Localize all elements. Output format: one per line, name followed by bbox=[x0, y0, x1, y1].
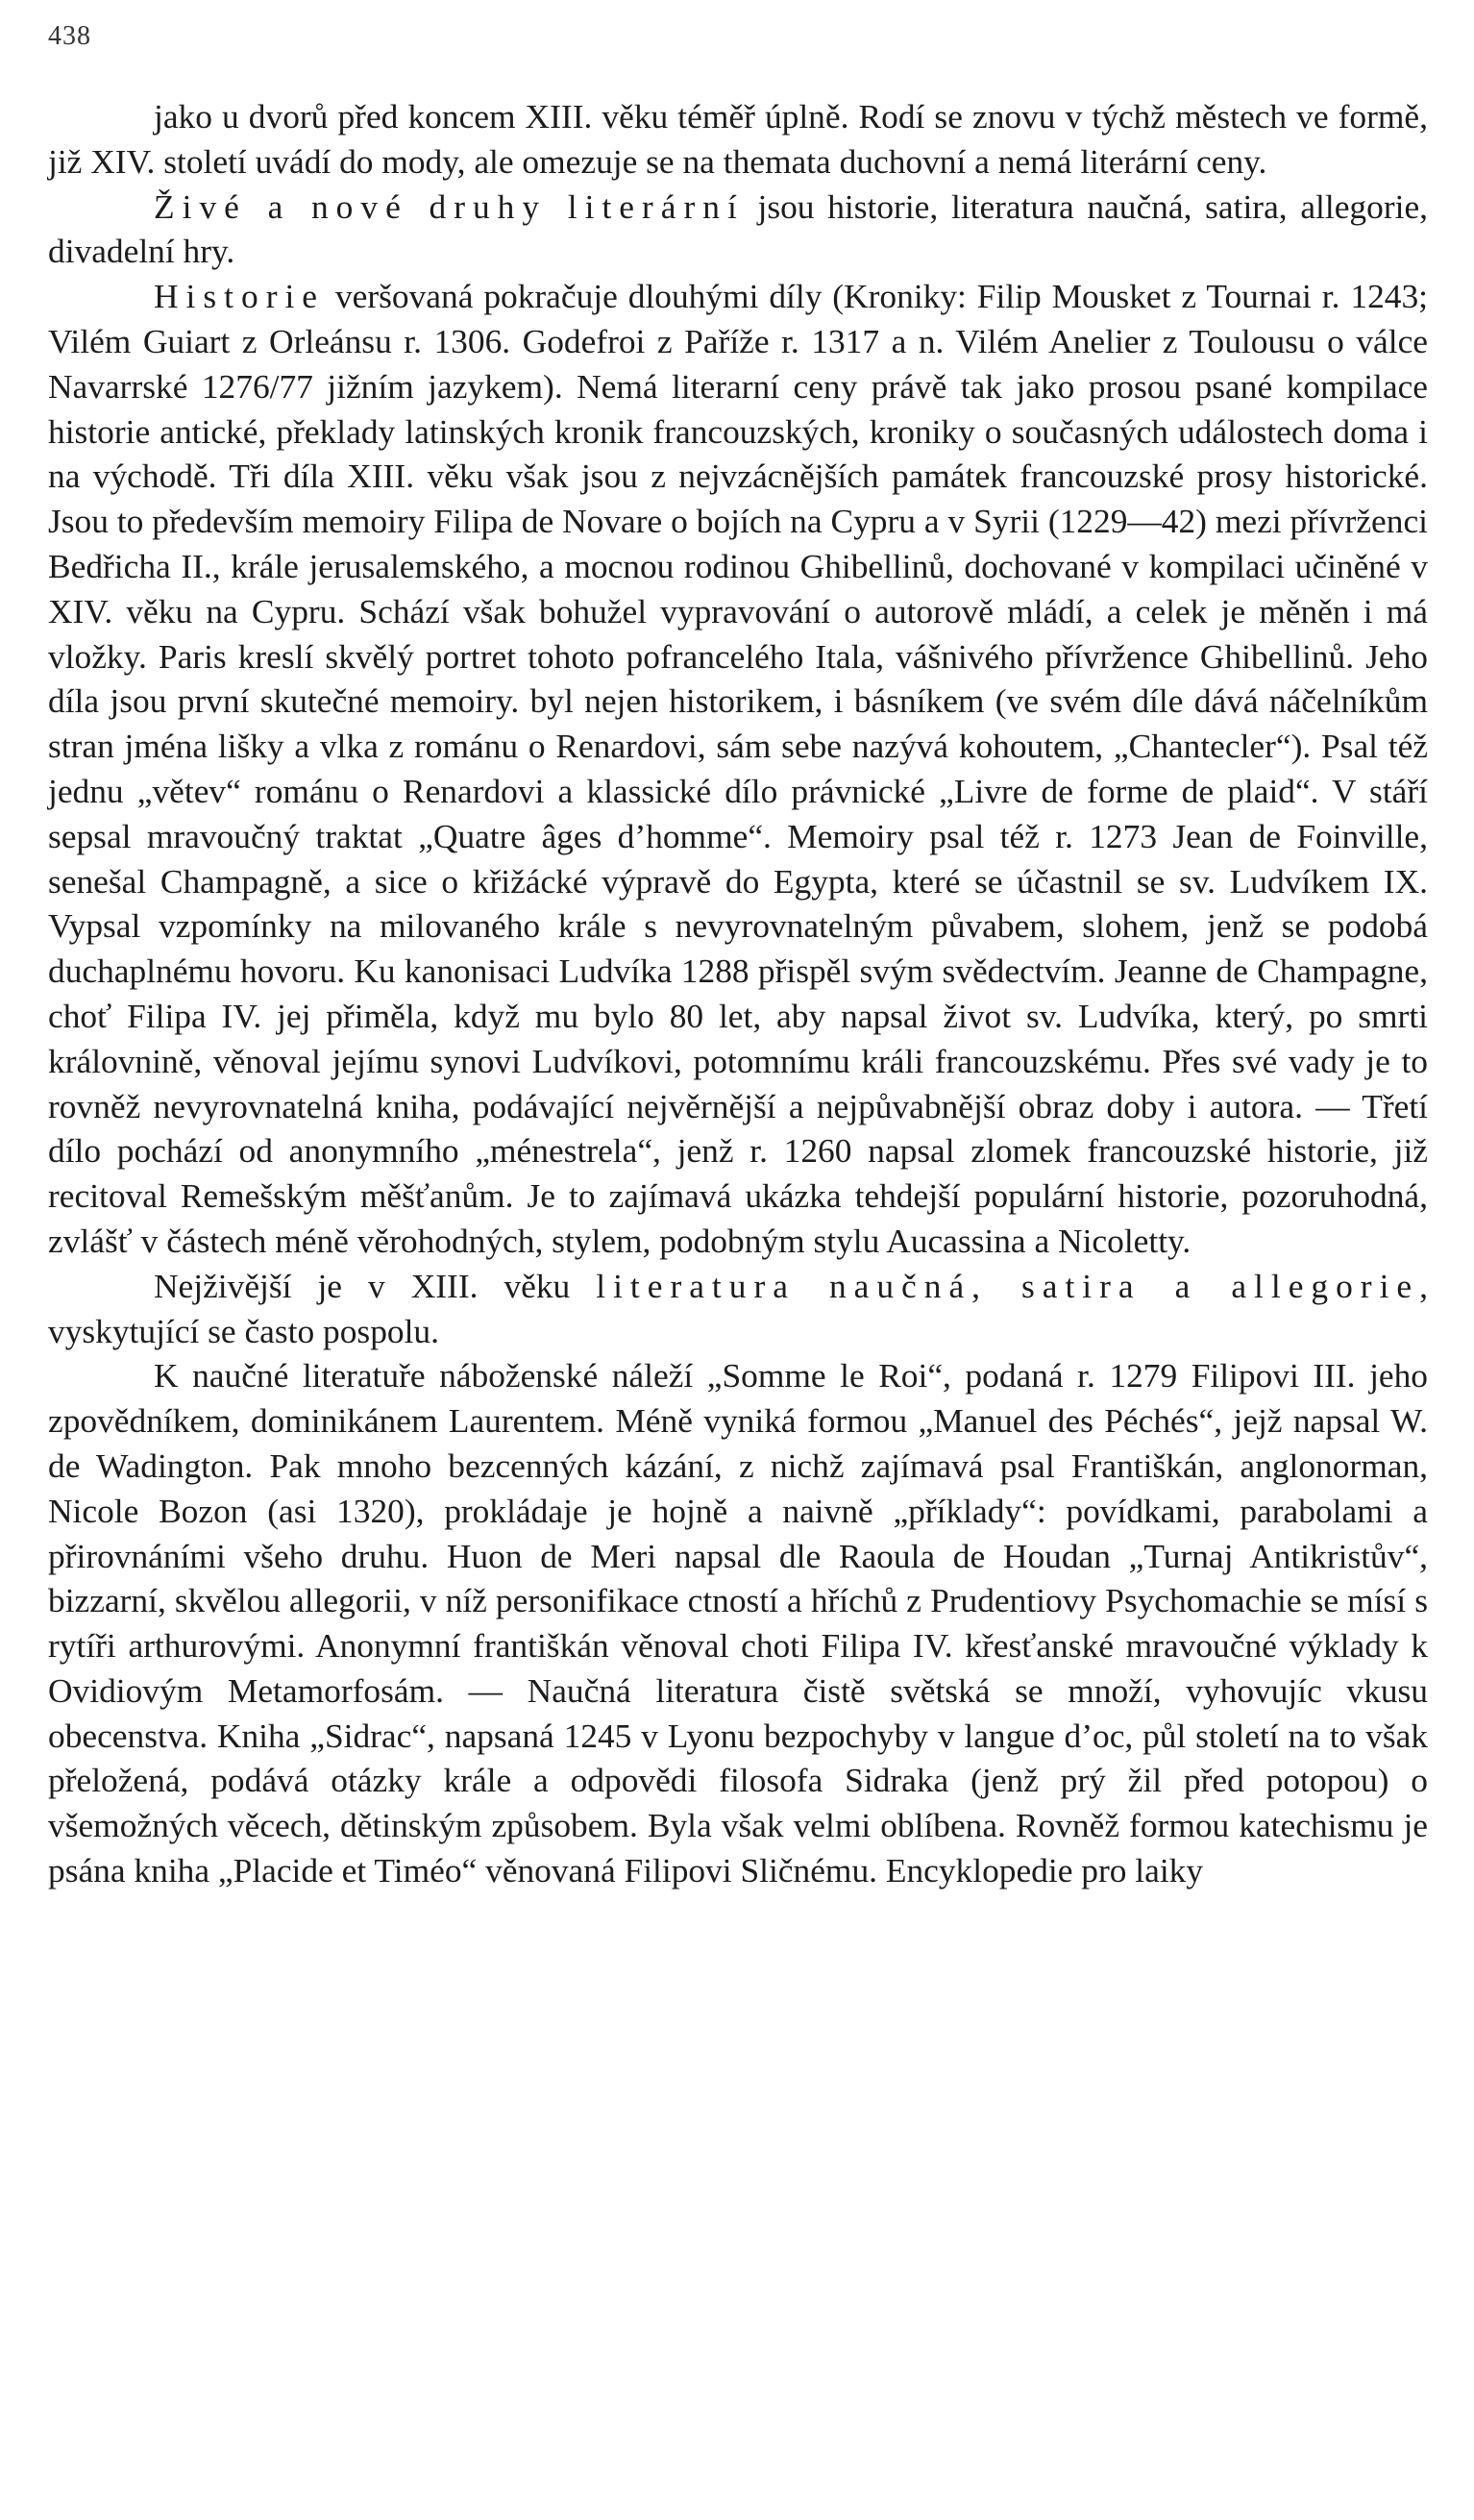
paragraph bbox=[48, 185, 1428, 275]
paragraph bbox=[48, 1264, 1428, 1354]
text-run: K naučné literatuře náboženské náleží „Somme le Roi“, podaná r. 1279 Filipovi III. jeho zpovědníkem, dominikánem Laurentem. Méně vyniká formou „Manuel des Péchés“, jejž napsal W. de Wadington. Pak mnoho bezcenných kázání, z nichž zajímavá psal Františkán, anglonorman, Nicole Bozon (asi 1320), prokládaje je hojně a naivně „příklady“: povídkami, parabolami a přirovnáními všeho druhu. Huon de Meri napsal dle Raoula de Houdan „Turnaj Antikristův“, bizzarní, skvělou allegorii, v níž personifikace ctností a hříchů z Prudentiovy Psychomachie se mísí s rytíři arthurovými. Anonymní františkán věnoval choti Filipa IV. křesťanské mravoučné výklady k Ovidiovým Metamorfosám. — Naučná literatura čistě světská se množí, vyhovujíc vkusu obecenstva. Kniha „Sidrac“, napsaná 1245 v Lyonu bezpochyby v langue d’oc, půl století na to však přeložená, podává otázky krále a odpovědi filosofa Sidraka (jenž prý žil před potopou) o všemožných věcech, dětinským způsobem. Byla však velmi oblíbena. Rovněž formou katechismu je psána kniha „Placide et Timéo“ věnovaná Filipovi Sličnému. Encyklopedie pro laiky bbox=[48, 1356, 1428, 1890]
page-number: 438 bbox=[48, 21, 91, 51]
paragraph bbox=[48, 94, 1428, 185]
text-run: veršovaná pokračuje dlouhými díly (Kroniky: Filip Mousket z Tournai r. 1243; Vilém Guiart z Orleánsu r. 1306. Godefroi z Paříže r. 1317 a n. Vilém Anelier z Toulousu o válce Navarrské 1276/77 jižním jazykem). Nemá literarní ceny právě tak jako prosou psané kompilace historie antické, překlady latinských kronik francouzských, kroniky o současných událostech doma i na východě. Tři díla XIII. věku však jsou z nejvzácnějších památek francouzské prosy historické. Jsou to především memoiry Filipa de Novare o bojích na Cypru a v Syrii (1229—42) mezi přívrženci Bedřicha II., krále jerusalemského, a mocnou rodinou Ghibellinů, dochované v kompilaci učiněné v XIV. věku na Cypru. Schází však bohužel vypravování o autorově mládí, a celek je měněn i má vložky. Paris kreslí skvělý portret tohoto pofrancelého Itala, vášnivého přívržence Ghibellinů. Jeho díla jsou první skutečné memoiry. byl nejen historikem, i básníkem (ve svém díle dává náčelníkům stran jména lišky a vlka z románu o Renardovi, sám sebe nazývá kohoutem, „Chantecler“). Psal též jednu „větev“ románu o Renardovi a klassické dílo právnické „Livre de forme de plaid“. V stáří sepsal mravoučný traktat „Quatre âges d’homme“. Memoiry psal též r. 1273 Jean de Foinville, senešal Champagně, a sice o křižácké výpravě do Egypta, které se účastnil se sv. Ludvíkem IX. Vypsal vzpomínky na milovaného krále s nevyrovnatelným půvabem, slohem, jenž se podobá duchaplnému hovoru. Ku kanonisaci Ludvíka 1288 přispěl svým svědectvím. Jeanne de Champagne, choť Filipa IV. jej přiměla, když mu bylo 80 let, aby napsal život sv. Ludvíka, který, po smrti královnině, věnoval jejímu synovi Ludvíkovi, potomnímu králi francouzskému. Přes své vady je to rovněž nevyrovnatelná kniha, podávající nejvěrnější a nejpůvabnější obraz doby i autora. — Třetí dílo pochází od anonymního „ménestrela“, jenž r. 1260 napsal zlomek francouzské historie, již recitoval Remešským měšťanům. Je to zajímavá ukázka tehdejší populární historie, pozoruhodná, zvlášť v částech méně věrohodných, stylem, podobným stylu Aucassina a Nicoletty. bbox=[48, 277, 1428, 1260]
paragraph bbox=[48, 1353, 1428, 1893]
paragraph bbox=[48, 274, 1428, 1264]
text-run: Nejživější je v XIII. věku bbox=[154, 1266, 597, 1305]
spaced-emphasis: Historie bbox=[154, 277, 326, 316]
spaced-emphasis: Živé a nové druhy literární bbox=[154, 186, 745, 226]
body-text bbox=[48, 94, 1428, 1893]
spaced-emphasis: literatura naučná, satira a allegorie bbox=[596, 1266, 1420, 1305]
text-run: jako u dvorů před koncem XIII. věku téměř úplně. Rodí se znovu v týchž městech ve formě, již XIV. století uvádí do mody, ale omezuje se na themata duchovní a nemá literární ceny. bbox=[48, 97, 1428, 181]
text-run: jsou historie, literatura naučná, satira, allegorie, divadelní hry. bbox=[48, 186, 1428, 271]
text-run: , vyskytující se často pospolu. bbox=[48, 1266, 1428, 1350]
